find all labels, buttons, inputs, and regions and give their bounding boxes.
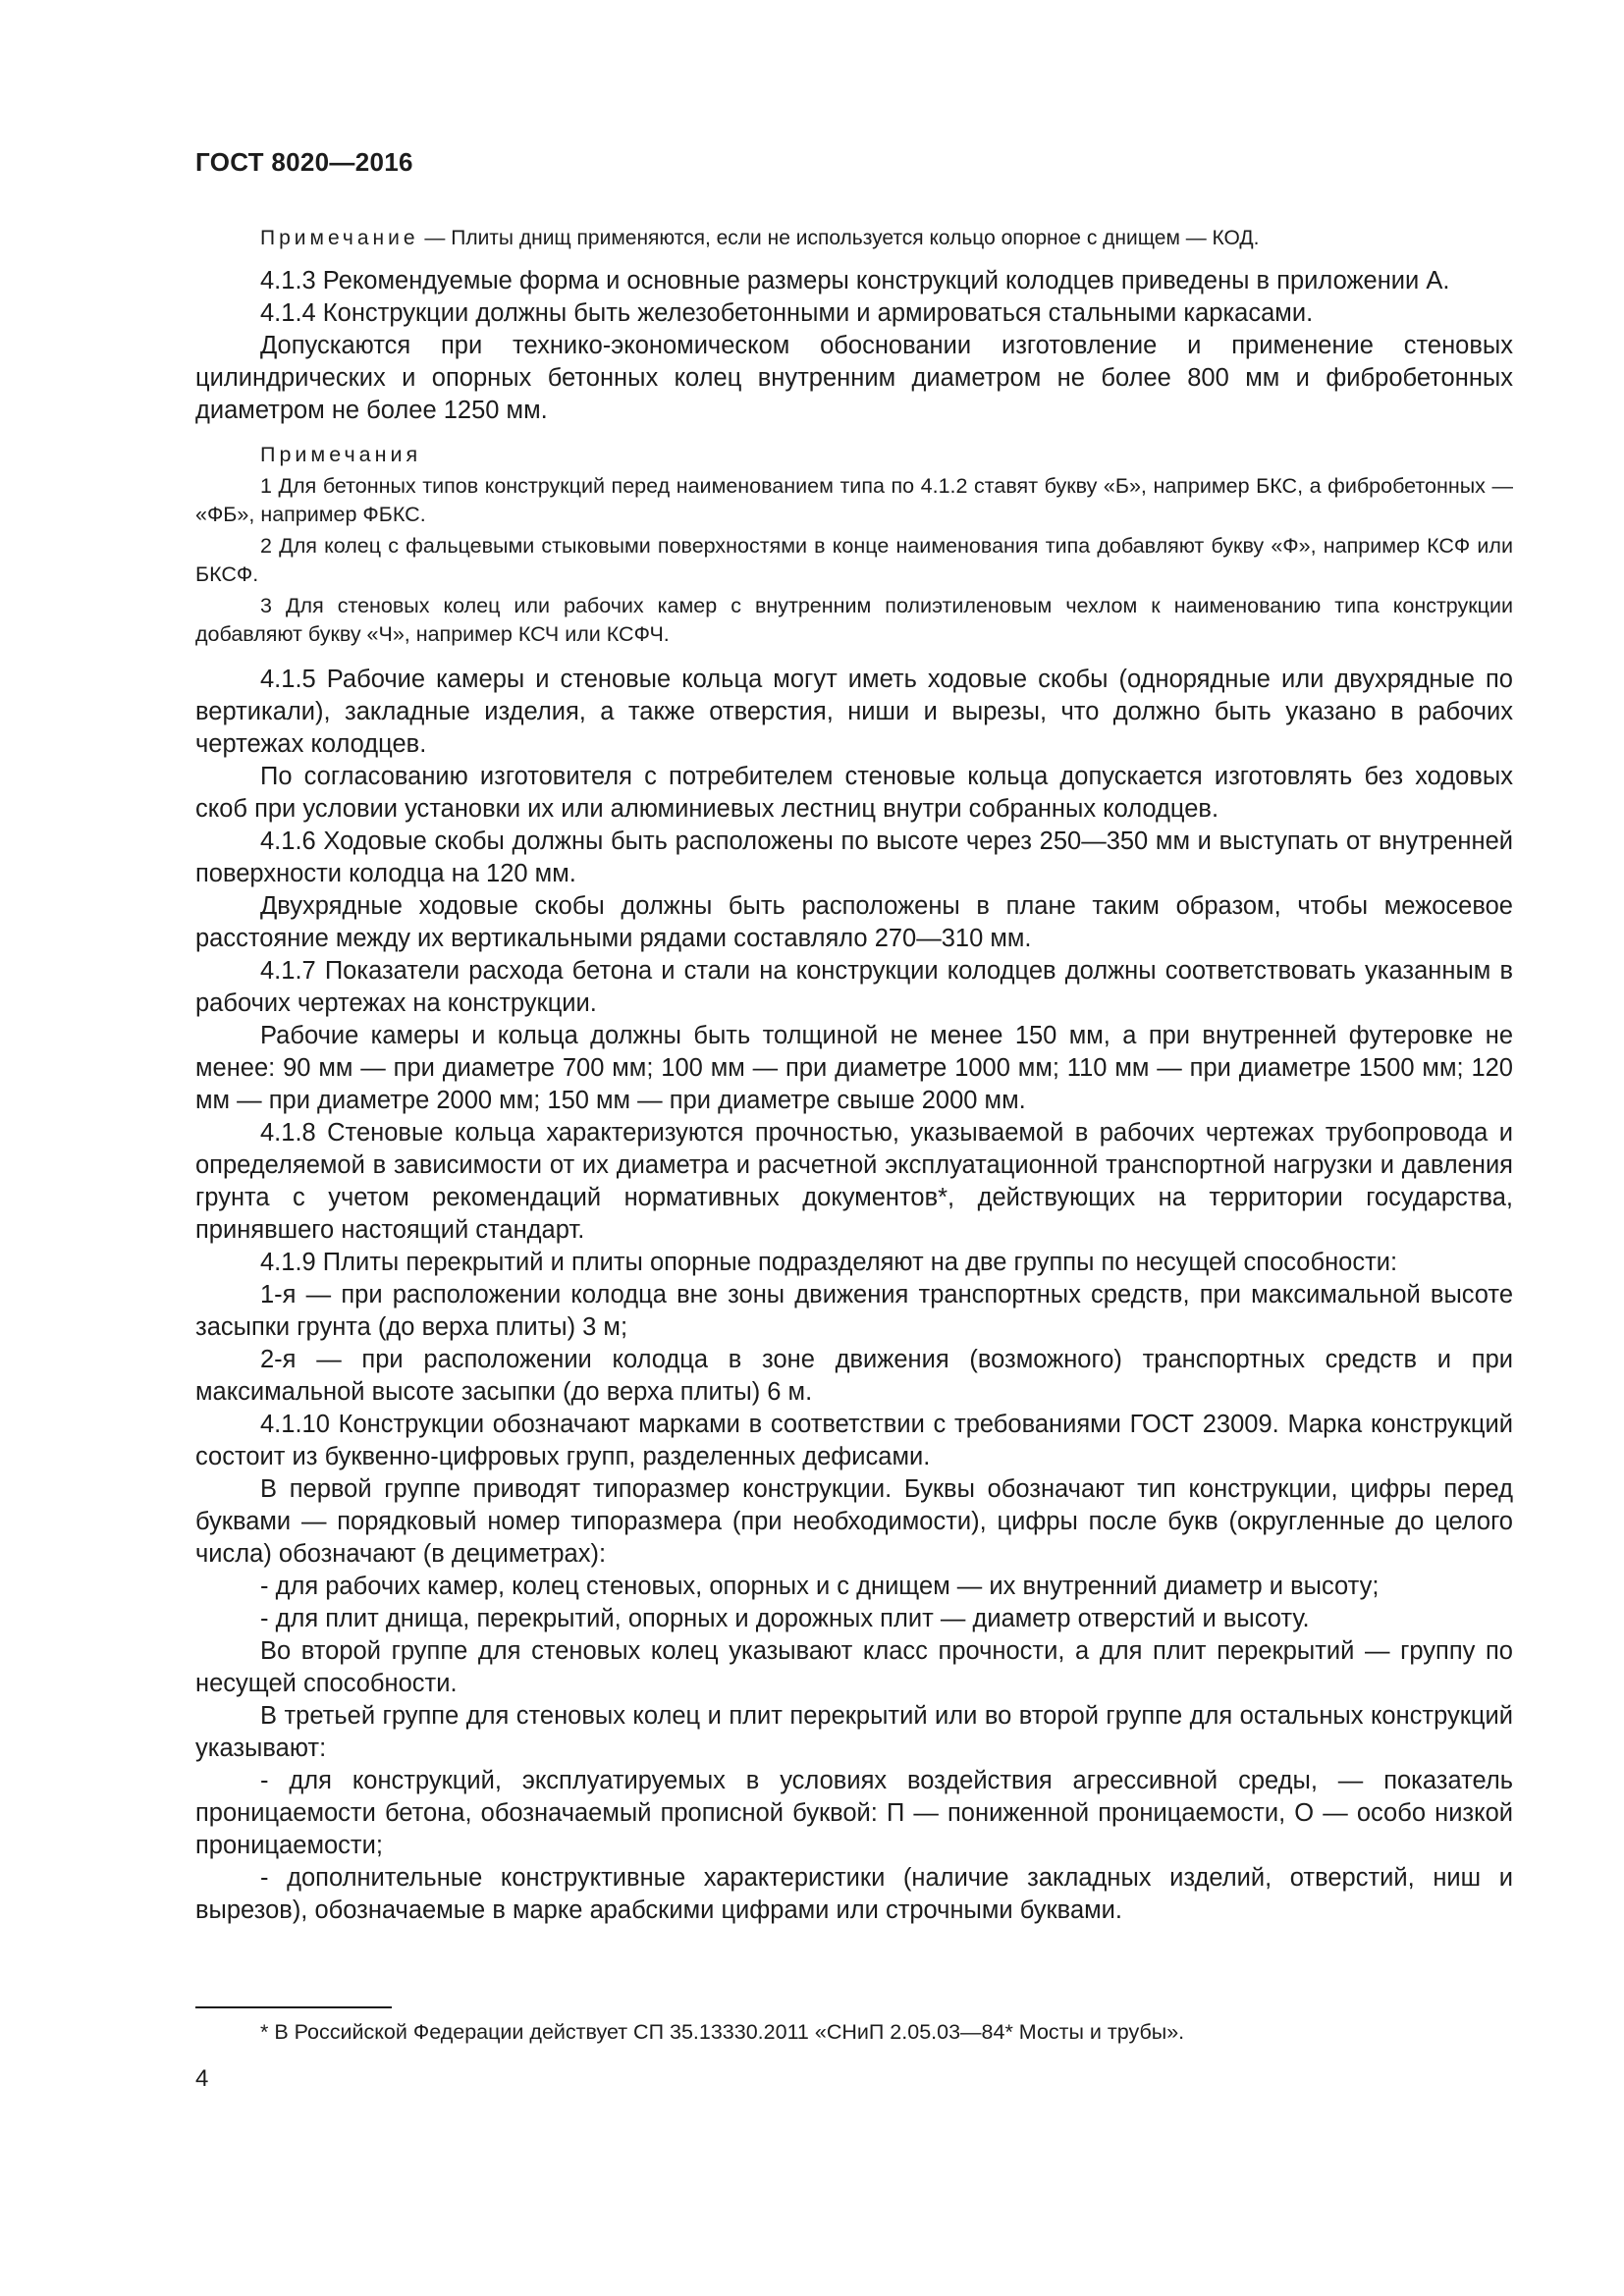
note-text: — Плиты днищ применяются, если не используется кольцо опорное с днищем — КОД. (418, 227, 1260, 249)
paragraph: Допускаются при технико-экономическом обосновании изготовление и применение стеновых цилиндрических и опорных бетонных колец внутренним диаметром не более 800 мм и фибробетонных диаметром не более 1250 мм. (195, 332, 1513, 424)
notes-title: Примечания (260, 443, 422, 466)
paragraph: 4.1.10 Конструкции обозначают марками в соответствии с требованиями ГОСТ 23009. Марка конструкций состоит из буквенно-цифровых групп, разделенных дефисами. (195, 1410, 1513, 1470)
note-item: 1 Для бетонных типов конструкций перед наименованием типа по 4.1.2 ставят букву «Б», например БКС, а фибробетонных — «ФБ», например ФБКС. (195, 473, 1513, 526)
paragraph: - для конструкций, эксплуатируемых в условиях воздействия агрессивной среды, — показатель проницаемости бетона, обозначаемый прописной буквой: П — пониженной проницаемости, О — особо низкой проницаемости; (195, 1766, 1513, 1859)
document-body (195, 224, 1513, 1927)
paragraph: 1-я — при расположении колодца вне зоны движения транспортных средств, при максимальной высоте засыпки грунта (до верха плиты) 3 м; (195, 1280, 1513, 1341)
footnote-divider (195, 2006, 392, 2008)
page-number: 4 (195, 2065, 209, 2092)
paragraph: 4.1.7 Показатели расхода бетона и стали на конструкции колодцев должны соответствовать указанным в рабочих чертежах на конструкции. (195, 956, 1513, 1017)
paragraph: 4.1.8 Стеновые кольца характеризуются прочностью, указываемой в рабочих чертежах трубопровода и определяемой в зависимости от их диаметра и расчетной эксплуатационной транспортной нагрузки и давления грунта с учетом рекомендаций нормативных документов*, действующих на территории государства, принявшего настоящий стандарт. (195, 1118, 1513, 1244)
paragraph: 4.1.5 Рабочие камеры и стеновые кольца могут иметь ходовые скобы (однорядные или двухрядные по вертикали), закладные изделия, а также отверстия, ниши и вырезы, что должно быть указано в рабочих чертежах колодцев. (195, 665, 1513, 758)
note-item: 2 Для колец с фальцевыми стыковыми поверхностями в конце наименования типа добавляют букву «Ф», например КСФ или БКСФ. (195, 533, 1513, 586)
paragraph: Двухрядные ходовые скобы должны быть расположены в плане таким образом, чтобы межосевое расстояние между их вертикальными рядами составляло 270—310 мм. (195, 891, 1513, 952)
paragraph: - для рабочих камер, колец стеновых, опорных и с днищем — их внутренний диаметр и высоту; (260, 1572, 1380, 1600)
paragraph: - дополнительные конструктивные характеристики (наличие закладных изделий, отверстий, ниш и вырезов), обозначаемые в марке арабскими цифрами или строчными буквами. (195, 1863, 1513, 1924)
paragraph: В первой группе приводят типоразмер конструкции. Буквы обозначают тип конструкции, цифры перед буквами — порядковый номер типоразмера (при необходимости), цифры после букв (округленные до целого числа) обозначают (в дециметрах): (195, 1474, 1513, 1568)
paragraph: В третьей группе для стеновых колец и плит перекрытий или во второй группе для остальных конструкций указывают: (195, 1701, 1513, 1762)
note-label: Примечание (260, 227, 419, 249)
footnote: * В Российской Федерации действует СП 35.13330.2011 «СНиП 2.05.03—84* Мосты и трубы». (260, 2020, 1185, 2044)
notes-block (195, 441, 1513, 650)
note-item: 3 Для стеновых колец или рабочих камер с внутренним полиэтиленовым чехлом к наименованию типа конструкции добавляют букву «Ч», например КСЧ или КСФЧ. (195, 593, 1513, 646)
paragraph: Во второй группе для стеновых колец указывают класс прочности, а для плит перекрытий — группу по несущей способности. (195, 1636, 1513, 1697)
paragraph: 4.1.4 Конструкции должны быть железобетонными и армироваться стальными каркасами. (260, 299, 1314, 327)
paragraph: 2-я — при расположении колодца в зоне движения (возможного) транспортных средств и при максимальной высоте засыпки (до верха плиты) 6 м. (195, 1345, 1513, 1406)
paragraph: Рабочие камеры и кольца должны быть толщиной не менее 150 мм, а при внутренней футеровке не менее: 90 мм — при диаметре 700 мм; 100 мм — при диаметре 1000 мм; 110 мм — при диаметре 1500 мм; 120 мм — при диаметре 2000 мм; 150 мм — при диаметре свыше 2000 мм. (195, 1021, 1513, 1114)
paragraph: По согласованию изготовителя с потребителем стеновые кольца допускается изготовлять без ходовых скоб при условии установки их или алюминиевых лестниц внутри собранных колодцев. (195, 762, 1513, 823)
document-header: ГОСТ 8020—2016 (195, 147, 413, 177)
paragraph: - для плит днища, перекрытий, опорных и дорожных плит — диаметр отверстий и высоту. (260, 1604, 1310, 1632)
paragraph: 4.1.3 Рекомендуемые форма и основные размеры конструкций колодцев приведены в приложении А. (260, 267, 1450, 294)
note-top (195, 224, 1513, 253)
paragraph: 4.1.9 Плиты перекрытий и плиты опорные подразделяют на две группы по несущей способности: (260, 1248, 1398, 1276)
paragraph: 4.1.6 Ходовые скобы должны быть расположены по высоте через 250—350 мм и выступать от внутренней поверхности колодца на 120 мм. (195, 827, 1513, 887)
